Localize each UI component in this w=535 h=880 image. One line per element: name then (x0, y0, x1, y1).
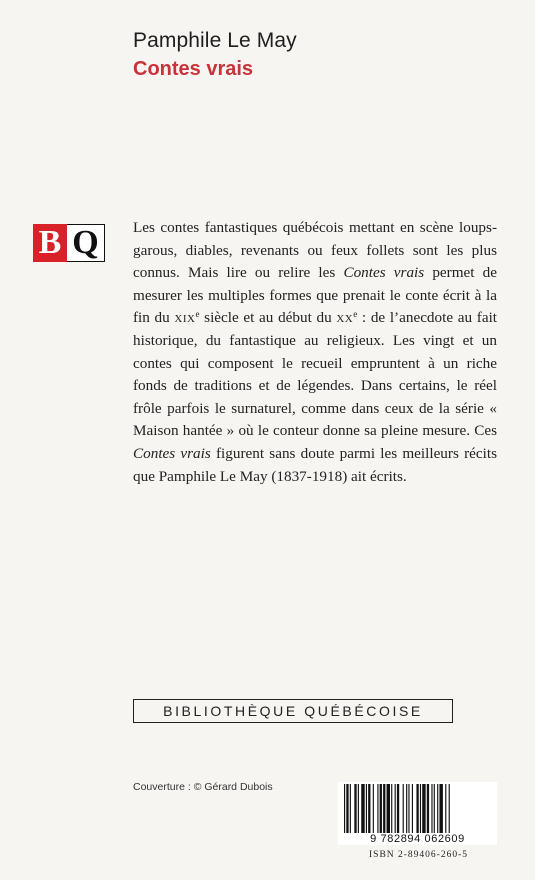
blurb-text: permet de mesurer les multiples formes que prenait le conte écrit à la fin du (133, 264, 497, 327)
blurb-text: siècle et au début du (199, 309, 337, 327)
blurb-text: Les contes fantastiques québécois mettant en scène loups-garous, diables, revenants ou feux follets sont les plus connus. Mais lire ou relire les (133, 219, 497, 282)
blurb-title-ref: Contes vrais (133, 444, 211, 462)
logo-letter-b: B (33, 224, 67, 262)
logo-letter-q: Q (67, 224, 105, 262)
author-name: Pamphile Le May (133, 29, 297, 52)
back-cover-blurb (133, 217, 497, 488)
blurb-text: : de l’anecdote au fait historique, du fantastique au religieux. Les vingt et un contes qui composent le recueil empruntent à un riche fonds de traditions et de légendes. Dans certains, le réel frôle parfois le surnaturel, comme dans ceux de la série « Maison hantée » où le conteur donne sa pleine mesure. Ces (133, 309, 498, 440)
blurb-title-ref: Contes vrais (343, 264, 425, 282)
century-20: xx (336, 309, 354, 327)
publisher-logo (33, 224, 105, 262)
series-name-box: BIBLIOTHÈQUE QUÉBÉCOISE (133, 699, 453, 723)
barcode-icon (338, 782, 497, 835)
isbn-number: ISBN 2-89406-260-5 (369, 850, 469, 860)
cover-credit: Couverture : © Gérard Dubois (133, 781, 273, 793)
century-sup: e (353, 309, 358, 320)
blurb-text: figurent sans doute parmi les meilleurs récits que Pamphile Le May (1837-1918) ait écrits. (133, 444, 497, 485)
century-sup: e (195, 309, 200, 320)
barcode-digits: 9 782894 062609 (338, 833, 497, 845)
book-title: Contes vrais (133, 58, 254, 80)
century-19: xix (174, 309, 196, 327)
